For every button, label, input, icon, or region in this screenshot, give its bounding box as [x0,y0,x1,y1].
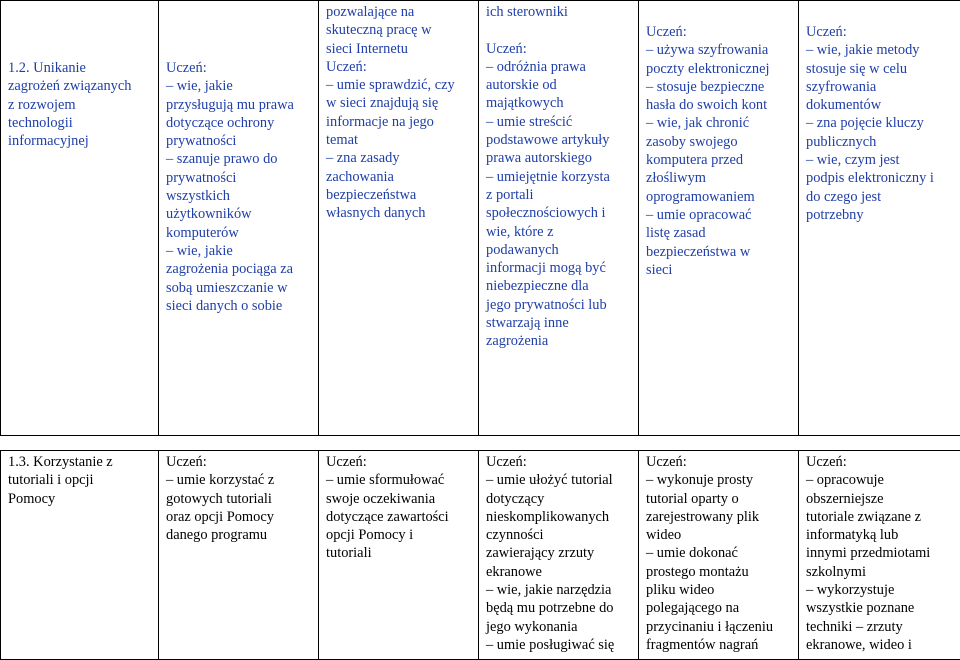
topic-cell [1,451,159,660]
cell-line: autorskie od [486,76,633,94]
level-cell [639,1,799,436]
cell-line: prawa autorskiego [486,149,633,167]
cell-line: informacyjnej [8,132,153,150]
cell-line: skuteczną pracę w [326,21,473,39]
cell-line: fragmentów nagrań [646,636,793,654]
cell-line: Uczeń: [166,453,313,471]
cell-line: – umie korzystać z [166,471,313,489]
cell-line: pozwalające na [326,3,473,21]
cell-line: majątkowych [486,94,633,112]
cell-line: sobą umieszczanie w [166,279,313,297]
cell-line: – umie sprawdzić, czy [326,76,473,94]
cell-line: Uczeń: [166,59,313,77]
cell-line: zagrożenia [486,332,633,350]
cell-line: – opracowuje [806,471,955,489]
cell-line: ekranowe, wideo i [806,636,955,654]
cell-line: sieci Internetu [326,40,473,58]
cell-line: – wie, jakie metody [806,41,955,59]
topic-cell [1,1,159,436]
cell-line: Uczeń: [806,453,955,471]
level-cell [799,1,960,436]
cell-line: polegającego na [646,599,793,617]
table-row [1,1,960,436]
cell-line: komputera przed [646,151,793,169]
cell-line: Uczeń: [806,23,955,41]
cell-line: listę zasad [646,224,793,242]
cell-line: Uczeń: [326,58,473,76]
cell-line: wie, które z [486,223,633,241]
cell-line: złośliwym [646,169,793,187]
cell-line: informacji mogą być [486,259,633,277]
level-cell [319,1,479,436]
cell-line: informacje na jego [326,113,473,131]
cell-line: wszystkie poznane [806,599,955,617]
cell-line: Uczeń: [486,453,633,471]
cell-line: czynności [486,526,633,544]
cell-line: wideo [646,526,793,544]
cell-line: poczty elektronicznej [646,60,793,78]
cell-line: własnych danych [326,204,473,222]
cell-line: do czego jest [806,188,955,206]
cell-line: szyfrowania [806,78,955,96]
cell-line: – używa szyfrowania [646,41,793,59]
cell-line: przycinaniu i łączeniu [646,618,793,636]
cell-line: danego programu [166,526,313,544]
cell-line: – umie streścić [486,113,633,131]
cell-line: 1.3. Korzystanie z [8,453,153,471]
cell-line: – wie, czym jest [806,151,955,169]
cell-line: innymi przedmiotami [806,544,955,562]
cell-line: dotyczące ochrony [166,114,313,132]
cell-line: Pomocy [8,490,153,508]
cell-line: z portali [486,186,633,204]
cell-line: podawanych [486,241,633,259]
cell-line: Uczeń: [646,453,793,471]
cell-line: gotowych tutoriali [166,490,313,508]
cell-line: prywatności [166,169,313,187]
level-cell [479,451,639,660]
level-cell [159,1,319,436]
cell-line: – umiejętnie korzysta [486,168,633,186]
cell-line: – stosuje bezpieczne [646,78,793,96]
cell-line: stwarzają inne [486,314,633,332]
cell-line: w sieci znajdują się [326,94,473,112]
cell-line: potrzebny [806,206,955,224]
cell-line: zagrożenia pociąga za [166,260,313,278]
cell-line: swoje oczekiwania [326,490,473,508]
cell-line: – wykorzystuje [806,581,955,599]
cell-line: – umie opracować [646,206,793,224]
cell-line: – szanuje prawo do [166,150,313,168]
table-row [1,451,960,660]
cell-line: Uczeń: [486,40,633,58]
cell-line: Uczeń: [646,23,793,41]
cell-line: tutorial oparty o [646,490,793,508]
cell-line: – umie posługiwać się [486,636,633,654]
cell-line: informatyką lub [806,526,955,544]
cell-line: temat [326,131,473,149]
level-cell [799,451,960,660]
cell-line: – wie, jak chronić [646,114,793,132]
cell-line: zarejestrowany plik [646,508,793,526]
cell-line: oprogramowaniem [646,188,793,206]
cell-line: techniki – zrzuty [806,618,955,636]
cell-line: sieci [646,261,793,279]
cell-line: prostego montażu [646,563,793,581]
cell-line: podpis elektroniczny i [806,169,955,187]
cell-line: jego prywatności lub [486,296,633,314]
cell-line: – zna zasady [326,149,473,167]
cell-line: sieci danych o sobie [166,297,313,315]
cell-line: zagrożeń związanych [8,77,153,95]
cell-line: – wykonuje prosty [646,471,793,489]
cell-line: nieskomplikowanych [486,508,633,526]
level-cell [479,1,639,436]
cell-line: ekranowe [486,563,633,581]
level-cell [159,451,319,660]
cell-line: – umie ułożyć tutorial [486,471,633,489]
cell-line: prywatności [166,132,313,150]
cell-line: technologii [8,114,153,132]
cell-line: stosuje się w celu [806,60,955,78]
cell-line: – wie, jakie [166,77,313,95]
cell-line: bezpieczeństwa w [646,243,793,261]
cell-line: przysługują mu prawa [166,96,313,114]
cell-line: – odróżnia prawa [486,58,633,76]
cell-line: – umie dokonać [646,544,793,562]
cell-line: – zna pojęcie kluczy [806,114,955,132]
cell-line: dotyczący [486,490,633,508]
cell-line: publicznych [806,133,955,151]
cell-line: szkolnymi [806,563,955,581]
cell-line: użytkowników [166,205,313,223]
cell-line: Uczeń: [326,453,473,471]
cell-line: zasoby swojego [646,133,793,151]
cell-line: ich sterowniki [486,3,633,21]
cell-line: społecznościowych i [486,204,633,222]
cell-line: oraz opcji Pomocy [166,508,313,526]
cell-line: 1.2. Unikanie [8,59,153,77]
cell-line: opcji Pomocy i [326,526,473,544]
level-cell [639,451,799,660]
level-cell [319,451,479,660]
cell-line [486,21,633,39]
cell-line: zachowania [326,168,473,186]
cell-line: dokumentów [806,96,955,114]
cell-line: – umie sformułować [326,471,473,489]
cell-line: tutoriali [326,544,473,562]
cell-line: komputerów [166,224,313,242]
cell-line: – wie, jakie [166,242,313,260]
cell-line: niebezpieczne dla [486,277,633,295]
cell-line: pliku wideo [646,581,793,599]
cell-line: bezpieczeństwa [326,186,473,204]
cell-line: zawierający zrzuty [486,544,633,562]
cell-line: będą mu potrzebne do [486,599,633,617]
cell-line: podstawowe artykuły [486,131,633,149]
cell-line: wszystkich [166,187,313,205]
cell-line: z rozwojem [8,96,153,114]
cell-line: obszerniejsze [806,490,955,508]
cell-line: – wie, jakie narzędzia [486,581,633,599]
cell-line: jego wykonania [486,618,633,636]
cell-line: dotyczące zawartości [326,508,473,526]
cell-line: tutoriali i opcji [8,471,153,489]
cell-line: hasła do swoich kont [646,96,793,114]
cell-line: tutoriale związane z [806,508,955,526]
